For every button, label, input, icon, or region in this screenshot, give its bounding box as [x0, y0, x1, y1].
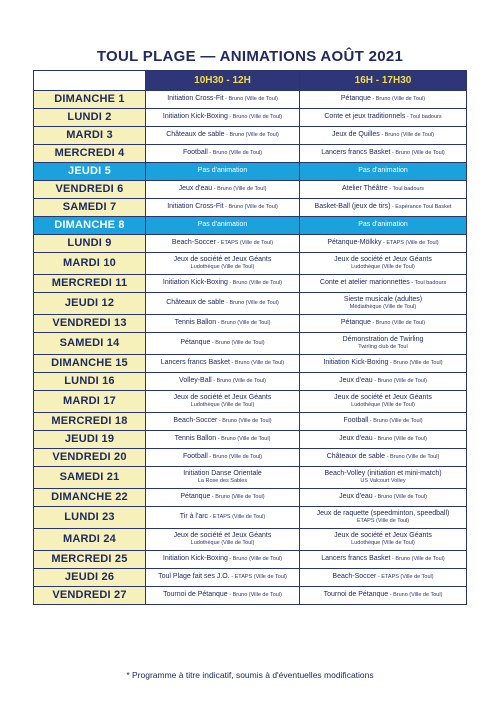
- footnote: * Programme à titre indicatif, soumis à d'éventuelles modifications: [126, 670, 374, 680]
- activity-cell-afternoon: [300, 333, 467, 355]
- activity-organizer: - Bruno (Ville de Toul): [368, 418, 423, 425]
- activity-name: Jeux d'eau: [339, 435, 373, 443]
- activity-cell-morning: [146, 293, 300, 315]
- schedule-table: [33, 70, 467, 605]
- activity-organizer: - Bruno (Ville de Toul): [388, 360, 443, 367]
- activity-cell-afternoon: [300, 235, 467, 253]
- activity-cell-afternoon: [300, 275, 467, 293]
- activity-organizer: - Bruno (Ville de Toul): [372, 494, 427, 501]
- activity-name: Jeux de Quilles: [331, 131, 380, 139]
- activity-name: Sieste musicale (adultes): [343, 296, 423, 304]
- table-row: [34, 587, 467, 605]
- activity-cell-morning: [146, 431, 300, 449]
- activity-organizer: - ETAPS (Ville de Toul): [208, 514, 266, 521]
- activity-organizer: - Bruno (Ville de Toul): [227, 114, 283, 121]
- activity-organizer: Ludothèque (Ville de Toul): [190, 264, 255, 271]
- activity-name: Démonstration de Twirling: [342, 336, 424, 344]
- table-row: [34, 145, 467, 163]
- activity-organizer: - ETAPS (Ville de Toul): [229, 574, 287, 581]
- activity-name: Jeux de société et Jeux Géants: [334, 532, 432, 540]
- table-row: [34, 529, 467, 551]
- activity-cell-afternoon: [300, 91, 467, 109]
- activity-cell-morning: [146, 587, 300, 605]
- activity-organizer: Ludothèque (Ville de Toul): [190, 540, 255, 547]
- day-cell: MARDI 3: [34, 127, 146, 145]
- header-corner: [34, 71, 146, 91]
- activity-organizer: - Bruno (Ville de Toul): [216, 320, 271, 327]
- activity-cell-morning: [146, 91, 300, 109]
- activity-name: Lancers francs Basket: [321, 555, 391, 563]
- day-cell: VENDREDI 20: [34, 449, 146, 467]
- activity-organizer: - Bruno (Ville de Toul): [390, 150, 445, 157]
- activity-organizer: - Bruno (Ville de Toul): [210, 340, 265, 347]
- activity-cell-morning: [146, 333, 300, 355]
- activity-organizer: - Bruno (Ville de Toul): [224, 132, 279, 139]
- day-cell: MARDI 24: [34, 529, 146, 551]
- day-cell: MERCREDI 25: [34, 551, 146, 569]
- day-cell: VENDREDI 13: [34, 315, 146, 333]
- activity-cell-afternoon: [300, 529, 467, 551]
- activity-name: Jeux de raquette (speedminton, speedball): [316, 510, 450, 518]
- activity-name: Football: [343, 417, 369, 425]
- activity-name: Beach-Soccer: [332, 573, 377, 581]
- day-cell: MARDI 10: [34, 253, 146, 275]
- activity-organizer: - Bruno (Ville de Toul): [227, 592, 282, 599]
- day-cell: DIMANCHE 22: [34, 489, 146, 507]
- activity-name: Tennis Ballon: [174, 319, 217, 327]
- day-cell: SAMEDI 14: [34, 333, 146, 355]
- table-row: [34, 235, 467, 253]
- activity-organizer: Ludothèque (Ville de Toul): [351, 540, 415, 547]
- activity-cell-afternoon: [300, 413, 467, 431]
- activity-cell-morning: [146, 529, 300, 551]
- activity-cell-morning: [146, 391, 300, 413]
- activity-organizer: - Bruno (Ville de Toul): [212, 186, 267, 193]
- activity-organizer: Médiathèque (Ville de Toul): [349, 304, 417, 311]
- day-cell: DIMANCHE 1: [34, 91, 146, 109]
- activity-organizer: Ludothèque (Ville de Toul): [190, 402, 255, 409]
- activity-organizer: - Bruno (Ville de Toul): [216, 436, 271, 443]
- activity-organizer: - Bruno (Ville de Toul): [372, 436, 427, 443]
- activity-organizer: - Toul badours: [405, 114, 442, 121]
- activity-name: Pas d'animation: [197, 167, 248, 175]
- activity-cell-morning: [146, 467, 300, 489]
- table-row: [34, 109, 467, 127]
- activity-cell-afternoon: [300, 373, 467, 391]
- day-cell: JEUDI 12: [34, 293, 146, 315]
- activity-cell-morning: [146, 489, 300, 507]
- day-cell: LUNDI 2: [34, 109, 146, 127]
- table-row: [34, 333, 467, 355]
- activity-name: Initiation Cross-Fit: [167, 95, 224, 103]
- table-row: [34, 569, 467, 587]
- activity-name: Pétanque: [180, 339, 211, 347]
- day-cell: LUNDI 9: [34, 235, 146, 253]
- activity-cell-afternoon: [300, 467, 467, 489]
- activity-name: Pétanque: [340, 319, 371, 327]
- activity-name: Volley-Ball: [179, 377, 212, 385]
- table-row: [34, 127, 467, 145]
- activity-cell-morning: [146, 217, 300, 235]
- activity-organizer: - Bruno (Ville de Toul): [388, 592, 443, 599]
- activity-cell-afternoon: [300, 355, 467, 373]
- activity-name: Beach-Soccer: [171, 239, 216, 247]
- activity-name: Jeux de société et Jeux Géants: [173, 256, 272, 264]
- table-row: [34, 91, 467, 109]
- activity-name: Jeux de société et Jeux Géants: [334, 394, 432, 402]
- activity-organizer: La Rose des Sables: [197, 478, 248, 485]
- activity-organizer: - Bruno (Ville de Toul): [227, 280, 283, 287]
- activity-name: Initiation Danse Orientale: [183, 470, 262, 478]
- activity-cell-morning: [146, 109, 300, 127]
- activity-name: Tournoi de Pétanque: [323, 591, 389, 599]
- activity-cell-afternoon: [300, 199, 467, 217]
- activity-organizer: - ETAPS (Ville de Toul): [215, 240, 274, 247]
- activity-name: Jeux d'eau: [339, 493, 373, 501]
- activity-name: Pétanque-Mölkky: [327, 239, 382, 247]
- activity-name: Jeux d'eau: [178, 185, 213, 193]
- activity-name: Tournoi de Pétanque: [163, 591, 228, 599]
- activity-organizer: Twirling club de Toul: [358, 344, 408, 351]
- activity-organizer: - Bruno (Ville de Toul): [217, 418, 272, 425]
- day-cell: LUNDI 23: [34, 507, 146, 529]
- activity-cell-afternoon: [300, 507, 467, 529]
- activity-organizer: Ludothèque (Ville de Toul): [351, 264, 415, 271]
- activity-name: Initiation Kick-Boxing: [162, 113, 228, 121]
- day-cell: MARDI 17: [34, 391, 146, 413]
- table-row: [34, 431, 467, 449]
- table-row: [34, 507, 467, 529]
- activity-organizer: - Bruno (Ville de Toul): [370, 96, 426, 103]
- activity-name: Pétanque: [340, 95, 371, 103]
- activity-name: Initiation Kick-Boxing: [162, 279, 228, 287]
- activity-cell-afternoon: [300, 293, 467, 315]
- table-row: [34, 467, 467, 489]
- day-cell: JEUDI 5: [34, 163, 146, 181]
- activity-name: Beach-Soccer: [173, 417, 218, 425]
- activity-name: Initiation Kick-Boxing: [162, 555, 228, 563]
- table-row: [34, 163, 467, 181]
- day-cell: VENDREDI 27: [34, 587, 146, 605]
- activity-name: Châteaux de sable: [326, 453, 386, 461]
- activity-cell-afternoon: [300, 145, 467, 163]
- day-cell: MERCREDI 11: [34, 275, 146, 293]
- header-row: [34, 71, 467, 91]
- activity-name: Jeux d'eau: [339, 377, 373, 385]
- activity-name: Initiation Cross-Fit: [167, 203, 224, 211]
- activity-name: Jeux de société et Jeux Géants: [334, 256, 432, 264]
- activity-organizer: - Bruno (Ville de Toul): [210, 494, 265, 501]
- day-cell: JEUDI 19: [34, 431, 146, 449]
- activity-organizer: Ludothèque (Ville de Toul): [351, 402, 415, 409]
- activity-name: Lancers francs Basket: [160, 359, 231, 367]
- activity-name: Châteaux de sable: [166, 299, 225, 307]
- day-cell: VENDREDI 6: [34, 181, 146, 199]
- activity-cell-morning: [146, 275, 300, 293]
- table-row: [34, 253, 467, 275]
- activity-organizer: - Bruno (Ville de Toul): [227, 556, 283, 563]
- activity-name: Conte et jeux traditionnels: [324, 113, 406, 121]
- activity-name: Pétanque: [180, 493, 211, 501]
- activity-cell-morning: [146, 127, 300, 145]
- day-cell: DIMANCHE 15: [34, 355, 146, 373]
- day-cell: SAMEDI 7: [34, 199, 146, 217]
- day-cell: DIMANCHE 8: [34, 217, 146, 235]
- activity-cell-afternoon: [300, 253, 467, 275]
- activity-name: Atelier Théâtre: [341, 185, 388, 193]
- table-row: [34, 449, 467, 467]
- table-row: [34, 489, 467, 507]
- activity-name: Jeux de société et Jeux Géants: [173, 394, 272, 402]
- activity-organizer: - Toul badours: [387, 186, 425, 193]
- activity-organizer: - ETAPS (Ville de Toul): [381, 240, 439, 247]
- activity-cell-morning: [146, 355, 300, 373]
- activity-cell-morning: [146, 181, 300, 199]
- activity-cell-morning: [146, 145, 300, 163]
- activity-name: Pas d'animation: [358, 221, 408, 229]
- table-row: [34, 275, 467, 293]
- table-row: [34, 413, 467, 431]
- table-row: [34, 315, 467, 333]
- day-cell: SAMEDI 21: [34, 467, 146, 489]
- table-row: [34, 355, 467, 373]
- activity-name: Châteaux de sable: [166, 131, 225, 139]
- page-title: TOUL PLAGE — ANIMATIONS AOÛT 2021: [96, 48, 404, 65]
- activity-name: Football: [182, 149, 208, 157]
- table-row: [34, 181, 467, 199]
- activity-name: Football: [182, 453, 208, 461]
- activity-cell-afternoon: [300, 181, 467, 199]
- day-cell: LUNDI 16: [34, 373, 146, 391]
- activity-cell-afternoon: [300, 217, 467, 235]
- activity-organizer: - Bruno (Ville de Toul): [207, 150, 263, 157]
- activity-organizer: ETAPS (Ville de Toul): [356, 518, 410, 525]
- activity-organizer: - Bruno (Ville de Toul): [211, 378, 266, 385]
- activity-cell-afternoon: [300, 587, 467, 605]
- day-cell: MERCREDI 18: [34, 413, 146, 431]
- activity-organizer: - ETAPS (Ville de Toul): [376, 574, 434, 581]
- table-row: [34, 217, 467, 235]
- day-cell: MERCREDI 4: [34, 145, 146, 163]
- activity-cell-morning: [146, 551, 300, 569]
- table-row: [34, 551, 467, 569]
- activity-organizer: - Bruno (Ville de Toul): [223, 204, 278, 211]
- activity-cell-morning: [146, 199, 300, 217]
- day-cell: JEUDI 26: [34, 569, 146, 587]
- activity-cell-afternoon: [300, 431, 467, 449]
- activity-organizer: - Espérance Toul Basket: [390, 204, 452, 211]
- activity-cell-afternoon: [300, 315, 467, 333]
- activity-cell-afternoon: [300, 391, 467, 413]
- activity-organizer: - Bruno (Ville de Toul): [385, 454, 440, 461]
- activity-organizer: - Bruno (Ville de Toul): [390, 556, 445, 563]
- activity-cell-afternoon: [300, 489, 467, 507]
- activity-organizer: - Toul badours: [409, 280, 447, 287]
- activity-cell-afternoon: [300, 449, 467, 467]
- activity-organizer: - Bruno (Ville de Toul): [372, 378, 427, 385]
- activity-cell-afternoon: [300, 569, 467, 587]
- table-row: [34, 391, 467, 413]
- activity-name: Beach-Volley (initiation et mini-match): [324, 470, 442, 478]
- activity-cell-morning: [146, 449, 300, 467]
- activity-cell-morning: [146, 413, 300, 431]
- activity-organizer: - Bruno (Ville de Toul): [379, 132, 435, 139]
- activity-cell-morning: [146, 163, 300, 181]
- activity-cell-morning: [146, 507, 300, 529]
- activity-cell-morning: [146, 253, 300, 275]
- activity-cell-morning: [146, 569, 300, 587]
- activity-name: Tir à l'arc: [179, 513, 209, 521]
- table-row: [34, 373, 467, 391]
- activity-organizer: - Bruno (Ville de Toul): [230, 360, 285, 367]
- activity-name: Basket-Ball (jeux de tirs): [314, 203, 391, 211]
- activity-organizer: - Bruno (Ville de Toul): [207, 454, 263, 461]
- activity-name: Jeux de société et Jeux Géants: [173, 532, 272, 540]
- activity-organizer: - Bruno (Ville de Toul): [224, 300, 279, 307]
- activity-cell-afternoon: [300, 127, 467, 145]
- activity-name: Lancers francs Basket: [321, 149, 391, 157]
- column-header-morning: 10H30 - 12H: [146, 71, 300, 91]
- activity-cell-afternoon: [300, 551, 467, 569]
- activity-name: Pas d'animation: [358, 167, 408, 175]
- activity-cell-afternoon: [300, 109, 467, 127]
- activity-organizer: - Bruno (Ville de Toul): [370, 320, 426, 327]
- activity-name: Tennis Ballon: [174, 435, 217, 443]
- activity-name: Conte et atelier marionnettes: [319, 279, 410, 287]
- table-row: [34, 199, 467, 217]
- activity-cell-morning: [146, 315, 300, 333]
- activity-name: Initiation Kick-Boxing: [323, 359, 389, 367]
- column-header-afternoon: 16H - 17H30: [300, 71, 467, 91]
- activity-cell-morning: [146, 373, 300, 391]
- activity-organizer: - Bruno (Ville de Toul): [223, 96, 278, 103]
- table-row: [34, 293, 467, 315]
- activity-name: Toul Plage fait ses J.O.: [158, 573, 230, 581]
- activity-cell-afternoon: [300, 163, 467, 181]
- activity-name: Pas d'animation: [197, 221, 248, 229]
- activity-organizer: US Valcourt Volley: [360, 478, 406, 485]
- activity-cell-morning: [146, 235, 300, 253]
